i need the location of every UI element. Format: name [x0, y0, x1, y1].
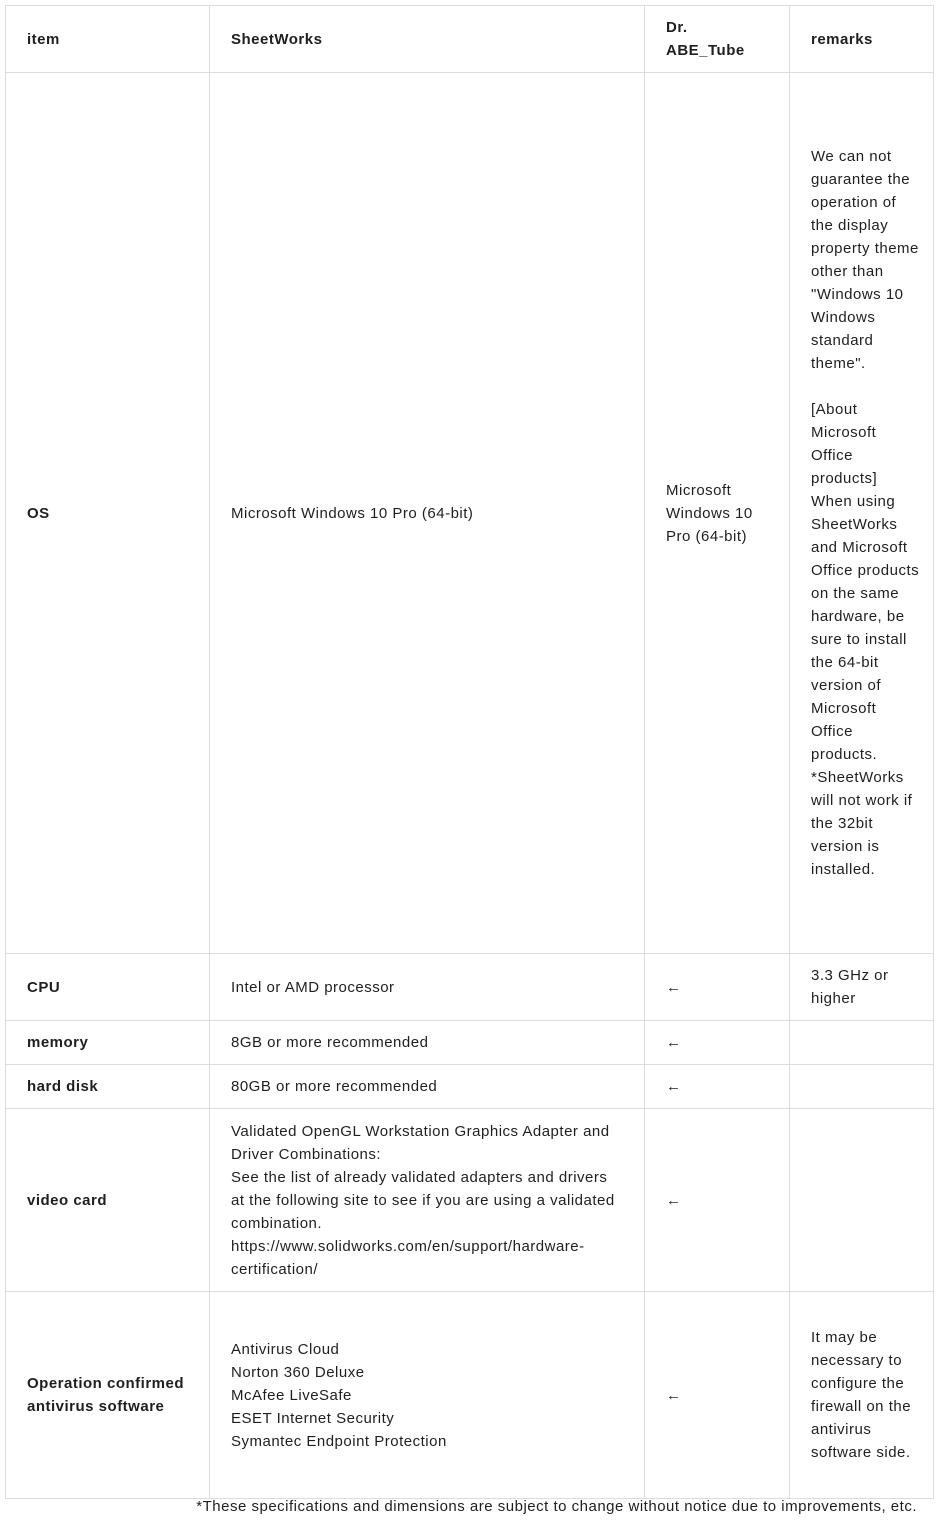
- os-sheetworks: Microsoft Windows 10 Pro (64-bit): [210, 73, 645, 954]
- video-card-remarks: [790, 1109, 934, 1292]
- antivirus-abe-tube: ←: [645, 1292, 790, 1499]
- video-card-abe-tube: ←: [645, 1109, 790, 1292]
- memory-remarks: [790, 1021, 934, 1065]
- video-card-validated-combos: Validated OpenGL Workstation Graphics Adapter and Driver Combinations:: [231, 1122, 610, 1163]
- video-card-certification-url: https://www.solidworks.com/en/support/hardware-certification/: [231, 1237, 585, 1278]
- antivirus-cloud: Antivirus Cloud: [231, 1340, 340, 1358]
- memory-item: memory: [6, 1021, 210, 1065]
- hard-disk-abe-tube: ←: [645, 1065, 790, 1109]
- header-sheetworks: SheetWorks: [210, 6, 645, 73]
- cpu-abe-tube: ←: [645, 954, 790, 1021]
- table-row-memory: [6, 1021, 934, 1065]
- header-item: item: [6, 6, 210, 73]
- os-remarks-theme: We can not guarantee the operation of the display property theme other than "Windows 10 Windows standard theme".: [811, 148, 919, 372]
- table-row-cpu: [6, 954, 934, 1021]
- cpu-item: CPU: [6, 954, 210, 1021]
- table-header: [6, 6, 934, 73]
- os-remarks: [790, 73, 934, 954]
- header-abe-tube: Dr. ABE_Tube: [645, 6, 790, 73]
- antivirus-remarks: It may be necessary to configure the firewall on the antivirus software side.: [790, 1292, 934, 1499]
- video-card-see-list: See the list of already validated adapters and drivers at the following site to see if you are using a validated combination.: [231, 1168, 615, 1232]
- antivirus-symantec: Symantec Endpoint Protection: [231, 1432, 447, 1450]
- memory-sheetworks: 8GB or more recommended: [210, 1021, 645, 1065]
- antivirus-eset: ESET Internet Security: [231, 1409, 395, 1427]
- table-body: [6, 73, 934, 1499]
- table-row-video-card: [6, 1109, 934, 1292]
- table-row-antivirus: [6, 1292, 934, 1499]
- video-card-item: video card: [6, 1109, 210, 1292]
- cpu-remarks: 3.3 GHz or higher: [790, 954, 934, 1021]
- hard-disk-remarks: [790, 1065, 934, 1109]
- header-remarks: remarks: [790, 6, 934, 73]
- os-abe-tube: Microsoft Windows 10 Pro (64-bit): [645, 73, 790, 954]
- table-row-hard-disk: [6, 1065, 934, 1109]
- antivirus-norton: Norton 360 Deluxe: [231, 1363, 365, 1381]
- antivirus-mcafee: McAfee LiveSafe: [231, 1386, 352, 1404]
- header-row: [6, 6, 934, 73]
- os-item: OS: [6, 73, 210, 954]
- footnote: *These specifications and dimensions are subject to change without notice due to improvements, etc.: [196, 1498, 917, 1515]
- antivirus-sheetworks: [210, 1292, 645, 1499]
- antivirus-item: Operation confirmed antivirus software: [6, 1292, 210, 1499]
- cpu-sheetworks: Intel or AMD processor: [210, 954, 645, 1021]
- table-row-os: [6, 73, 934, 954]
- os-remarks-office-note: When using SheetWorks and Microsoft Office products on the same hardware, be sure to install the 64-bit version of Microsoft Office products.: [811, 493, 920, 763]
- os-remarks-spacer: [811, 375, 921, 398]
- memory-abe-tube: ←: [645, 1021, 790, 1065]
- os-remarks-32bit-warning: *SheetWorks will not work if the 32bit version is installed.: [811, 769, 913, 878]
- video-card-sheetworks: [210, 1109, 645, 1292]
- spec-table: [5, 5, 934, 1499]
- hard-disk-item: hard disk: [6, 1065, 210, 1109]
- hard-disk-sheetworks: 80GB or more recommended: [210, 1065, 645, 1109]
- os-remarks-office-heading: [About Microsoft Office products]: [811, 401, 878, 487]
